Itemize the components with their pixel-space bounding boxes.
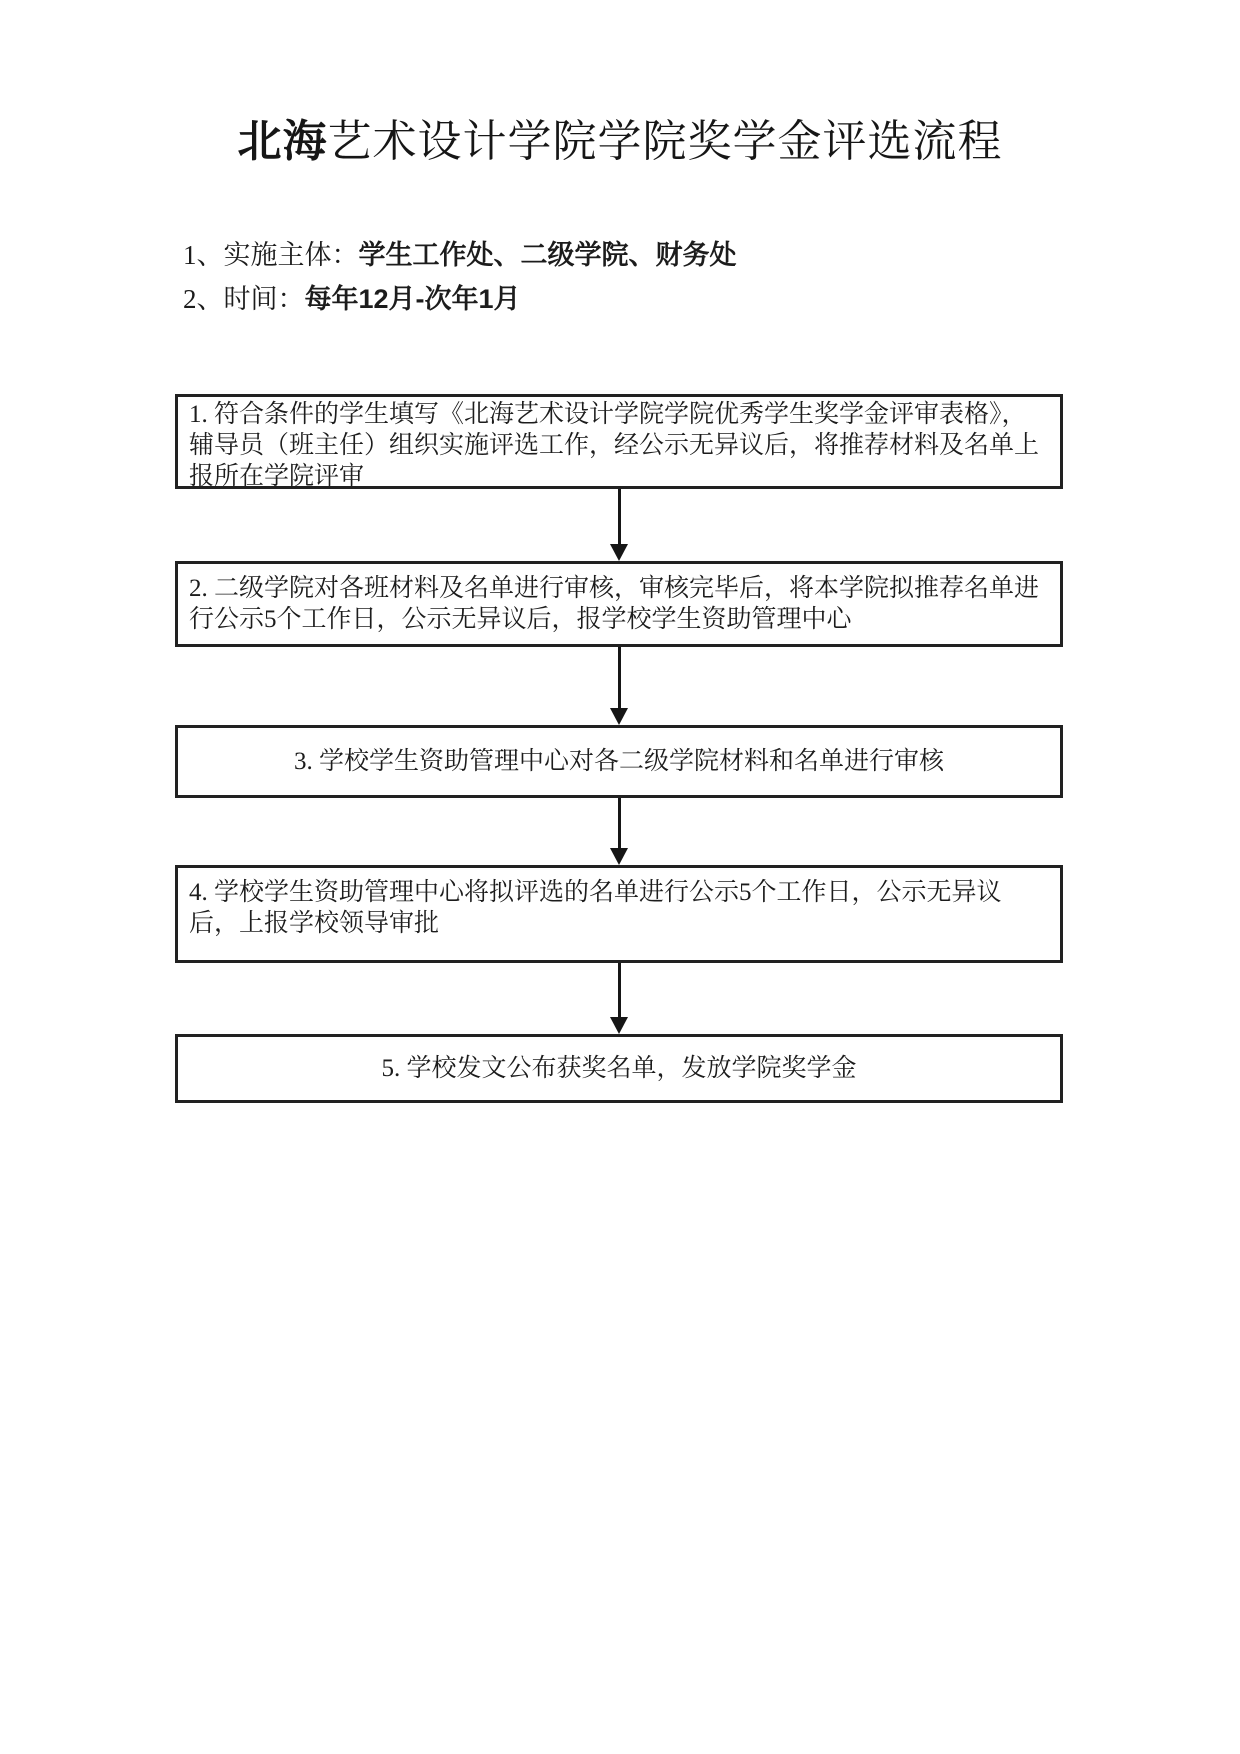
flow-arrow-1 <box>175 489 1063 561</box>
flow-step-5-text: 5. 学校发文公布获奖名单，发放学院奖学金 <box>381 1055 857 1082</box>
flow-arrow-2-down-arrowhead-icon <box>610 708 628 725</box>
flow-arrow-2-line <box>618 647 621 708</box>
flow-step-4-box <box>175 865 1063 963</box>
flow-arrow-1-line <box>618 489 621 544</box>
flow-step-2-box <box>175 561 1063 647</box>
page-title <box>0 116 1240 168</box>
flow-arrow-2 <box>175 647 1063 725</box>
flow-step-3-text: 3. 学校学生资助管理中心对各二级学院材料和名单进行审核 <box>293 748 944 775</box>
flow-step-2-text: 2. 二级学院对各班材料及名单进行审核，审核完毕后，将本学院拟推荐名单进行公示5个工作日，公示无异议后，报学校学生资助管理中心 <box>189 575 1040 633</box>
meta-item-1-value: 学生工作处、二级学院、财务处 <box>358 240 737 270</box>
flowchart <box>175 394 1063 1106</box>
meta-item-1-label: 实施主体： <box>223 240 359 270</box>
flow-arrow-4-down-arrowhead-icon <box>610 1017 628 1034</box>
flow-arrow-3-line <box>618 798 621 848</box>
flow-step-1-text: 1. 符合条件的学生填写《北海艺术设计学院学院优秀学生奖学金评审表格》，辅导员（班主任）组织实施评选工作，经公示无异议后，将推荐材料及名单上报所在学院评审 <box>189 401 1040 490</box>
flow-step-1-box <box>175 394 1063 489</box>
meta-item-implementers <box>183 238 737 272</box>
meta-item-time <box>183 282 521 316</box>
flow-arrow-3-down-arrowhead-icon <box>610 848 628 865</box>
flow-arrow-4-line <box>618 963 621 1017</box>
meta-item-2-prefix: 2、 <box>183 284 224 314</box>
flow-step-3-box <box>175 725 1063 798</box>
page-title-rest: 艺术设计学院学院奖学金评选流程 <box>327 117 1003 166</box>
flow-arrow-3 <box>175 798 1063 865</box>
flow-arrow-4 <box>175 963 1063 1034</box>
flow-arrow-1-down-arrowhead-icon <box>610 544 628 561</box>
meta-item-1-prefix: 1、 <box>183 240 224 270</box>
meta-item-2-value: 每年12月-次年1月 <box>304 284 521 314</box>
meta-item-2-label: 时间： <box>223 284 305 314</box>
flow-step-4-text: 4. 学校学生资助管理中心将拟评选的名单进行公示5个工作日，公示无异议后，上报学校领导审批 <box>189 879 1002 937</box>
flow-step-5-box <box>175 1034 1063 1103</box>
page-title-emphasis: 北海 <box>237 117 328 166</box>
